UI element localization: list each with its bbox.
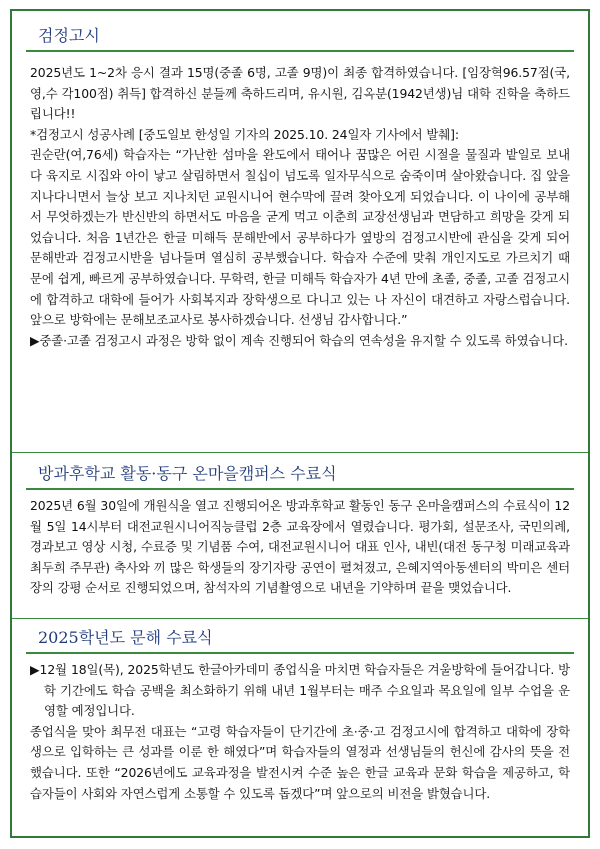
literacy-schedule-bullet: ▶12월 18일(목), 2025학년도 한글아카데미 종업식을 마치면 학습자들은 겨울방학에 들어갑니다. 방학 기간에도 학습 공백을 최소화하기 위해 내년 1월부터는 매주 수요일과 목요일에 일부 수업을 운영할 예정입니다. [30,662,570,719]
ged-case-paragraph: 권순란(여,76세) 학습자는 “가난한 섬마을 완도에서 태어나 꿈많은 어린 시절을 물질과 밭일로 보내다 육지로 시집와 아이 낳고 살림하면서 칠십이 넘도록 일자무식으로 숨죽이며 살아왔습니다. 집 앞을 지나다니면서 늘상 보고 지나치던 교원시니어 현수막에 끌려 찾아오게 되었습니다. 이 나이에 공부해서 무엇하겠는가 반신반의 하면서도 마음을 굳게 먹고 이춘희 교장선생님과 면담하고 희망을 갖게 되었습니다. 처음 1년간은 한글 미해득 문해반에서 공부하다가 옆방의 검정고시반에 관심을 갖게 되어 문해반과 검정고시반을 넘나들며 열심히 공부했습니다. 학습자 수준에 맞춰 개인지도로 가르치기 때문에 쉽게, 빠르게 공부하였습니다. 무학력, 한글 미해득 학습자가 4년 만에 초졸, 중졸, 고졸 검정고시에 합격하고 대학에 들어가 사회복지과 장학생으로 다니고 있는 나 자신이 대견하고 자랑스럽습니다. 앞으로 방학에는 문해보조교사로 봉사하겠습니다. 선생님 감사합니다.” [30,147,570,328]
ged-results-paragraph: 2025년도 1~2차 응시 결과 15명(중졸 6명, 고졸 9명)이 최종 합격하였습니다. [임장혁96.57점(국,영,수 각100점) 취득] 합격하신 분들께 축하드리며, 유시원, 김옥분(1942년생)님 대학 진학을 축하드립니다!! [30,65,570,122]
section-title-afterschool: 방과후학교 활동·동구 온마을캠퍼스 수료식 [26,461,574,490]
section-body-afterschool [30,496,570,599]
ged-case-heading: *검정고시 성공사례 [중도일보 한성일 기자의 2025.10. 24일자 기사에서 발췌]: [30,126,459,142]
section-body-ged [30,63,570,351]
ged-note-bullet: ▶중졸·고졸 검정고시 과정은 방학 없이 계속 진행되어 학습의 연속성을 유지할 수 있도록 하였습니다. [30,332,568,348]
literacy-speech-paragraph: 종업식을 맞아 최무전 대표는 “고령 학습자들이 단기간에 초·중·고 검정고시에 합격하고 대학에 장학생으로 입학하는 큰 성과를 이룬 한 해였다”며 학습자들의 열정과 선생님들의 헌신에 감사의 뜻을 전했습니다. 또한 “2026년에도 교육과정을 발전시켜 수준 높은 한글 교육과 문화 학습을 제공하고, 학습자들이 사회와 자연스럽게 소통할 수 있도록 돕겠다”며 앞으로의 비전을 밝혔습니다. [30,723,570,801]
afterschool-paragraph: 2025년 6월 30일에 개원식을 열고 진행되어온 방과후학교 활동인 동구 온마을캠퍼스의 수료식이 12월 5일 14시부터 대전교원시니어직능클럽 2층 교육장에서 열렸습니다. 평가회, 설문조사, 국민의례, 경과보고 영상 시청, 수료증 및 기념품 수여, 대전교원시니어 대표 인사, 내빈(대전 동구청 미래교육과 최두희 주무관) 축사와 끼 많은 학생들의 장기자랑 공연이 펼쳐졌고, 은혜지역아동센터의 박미은 센터장의 강평 순서로 진행되었으며, 참석자의 기념촬영으로 내년을 기약하며 끝을 맺었습니다. [30,498,570,596]
section-title-ged: 검정고시 [26,23,574,52]
section-title-literacy: 2025학년도 문해 수료식 [26,625,574,654]
newsletter-page [10,9,590,838]
section-divider [12,618,588,619]
section-divider [12,452,588,453]
section-body-literacy [30,660,570,804]
